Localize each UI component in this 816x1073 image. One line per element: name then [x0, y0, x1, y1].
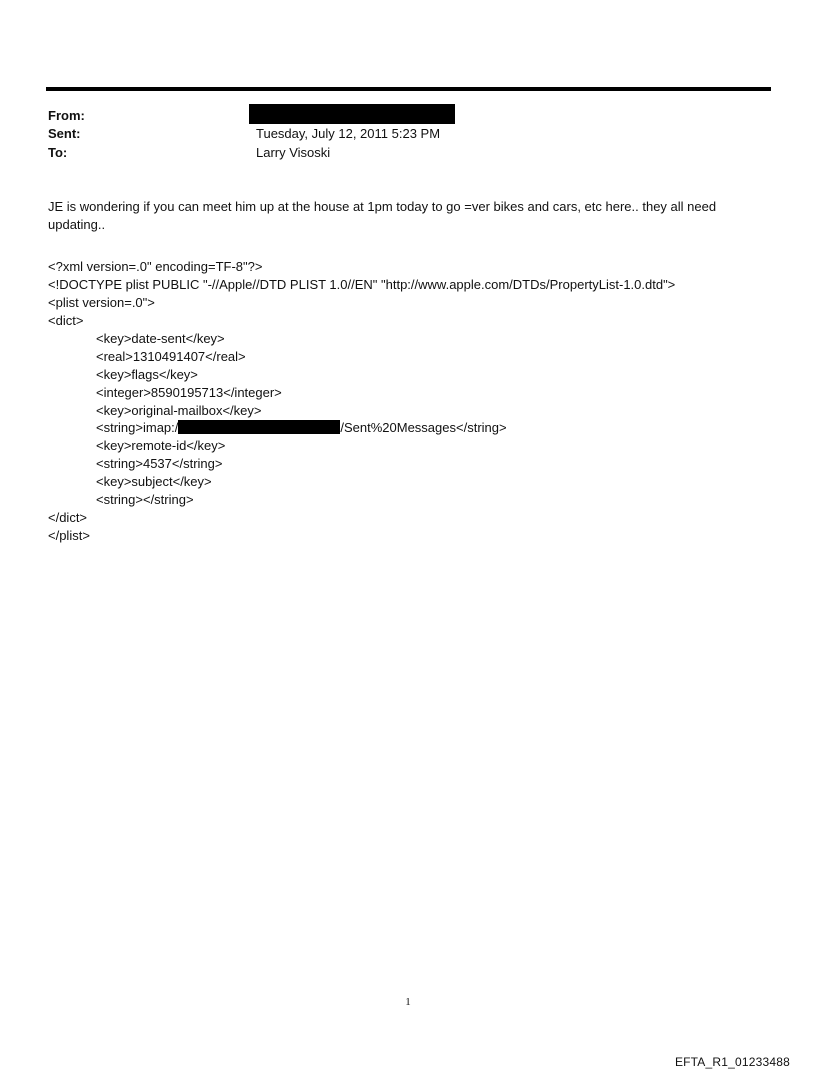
plist-line: <plist version=.0">	[48, 294, 155, 310]
plist-line: <string></string>	[96, 492, 194, 508]
plist-line: </plist>	[48, 528, 90, 544]
plist-line: <key>flags</key>	[96, 366, 198, 382]
plist-line: <string>4537</string>	[96, 456, 223, 472]
plist-line: <!DOCTYPE plist PUBLIC "-//Apple//DTD PLIST 1.0//EN" "http://www.apple.com/DTDs/PropertyList-1.0.dtd">	[48, 276, 676, 292]
plist-line: <dict>	[48, 312, 84, 328]
plist-line: <key>remote-id</key>	[96, 438, 226, 454]
plist-line: </dict>	[48, 510, 88, 526]
header-rule	[46, 87, 771, 91]
bates-number: EFTA_R1_01233488	[674, 1055, 790, 1069]
from-redaction	[249, 104, 455, 124]
mailbox-redaction	[178, 420, 340, 434]
plist-line: <key>date-sent</key>	[96, 330, 225, 346]
plist-line: <key>original-mailbox</key>	[96, 402, 262, 418]
plist-line: <real>1310491407</real>	[96, 348, 246, 364]
plist-mailbox-suffix: /Sent%20Messages</string>	[340, 420, 507, 436]
plist-line: <?xml version=.0" encoding=TF-8"?>	[48, 259, 263, 274]
plist-line: <key>subject</key>	[96, 474, 212, 490]
to-label: To:	[48, 145, 68, 160]
to-value: Larry Visoski	[256, 145, 331, 160]
from-label: From:	[48, 108, 85, 123]
sent-label: Sent:	[48, 126, 81, 141]
page-number: 1	[405, 996, 411, 1008]
plist-mailbox-prefix: <string>imap:/	[96, 420, 179, 436]
sent-value: Tuesday, July 12, 2011 5:23 PM	[256, 126, 441, 141]
message-body: JE is wondering if you can meet him up at the house at 1pm today to go =ver bikes and cars, etc here.. they all need updating..	[48, 199, 717, 232]
plist-line-mailbox	[48, 419, 675, 437]
plist-block	[48, 258, 675, 545]
plist-line: <integer>8590195713</integer>	[96, 384, 282, 400]
